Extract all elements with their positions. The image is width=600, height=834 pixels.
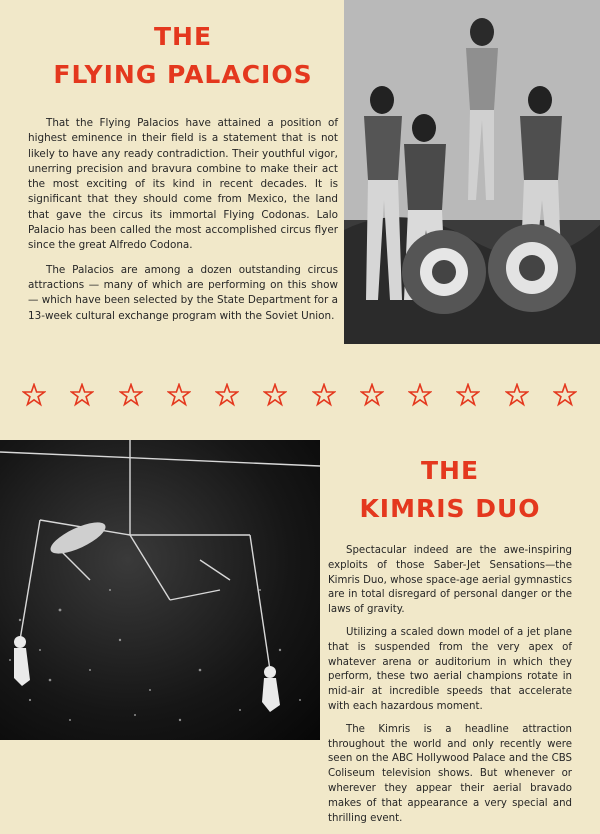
star-divider bbox=[22, 380, 577, 410]
flying-palacios-photo bbox=[344, 0, 600, 344]
kimris-photo-illustration bbox=[0, 440, 320, 740]
kimris-duo-photo bbox=[0, 440, 320, 740]
kimris-paragraph-3: The Kimris is a headline attraction throughout the world and only recently were seen on the ABC Hollywood Palace and the CBS Coliseum television shows. But whenever or wherever they appear their aerial bravado makes of that appearance a very special and thrilling event. bbox=[328, 723, 572, 824]
title-name: KIMRIS DUO bbox=[359, 494, 541, 523]
star-icon bbox=[505, 383, 529, 407]
star-icon bbox=[167, 383, 191, 407]
palacios-photo-illustration bbox=[344, 0, 600, 344]
star-icon bbox=[408, 383, 432, 407]
title-the: THE bbox=[420, 456, 480, 485]
title-the: THE bbox=[153, 22, 213, 51]
palacios-paragraph-1: That the Flying Palacios have attained a position of highest eminence in their field is a statement that is not likely to have any ready contradiction. Their youthful vigor, unerring precision and bravura combine to make their act the most exciting of its kind in recent decades. It is significant that they should come from Mexico, the land that gave the circus its immortal Flying Codonas. Lalo Palacio has been called the most accomplished circus flyer since the great Alfredo Codona. bbox=[28, 117, 338, 252]
title-name: FLYING PALACIOS bbox=[53, 60, 313, 89]
star-icon bbox=[456, 383, 480, 407]
kimris-paragraph-1: Spectacular indeed are the awe-inspiring exploits of those Saber-Jet Sensations—the Kimris Duo, whose space-age aerial gymnastics are in total disregard of personal danger or the laws of gravity. bbox=[328, 545, 572, 616]
kimris-duo-title bbox=[328, 452, 572, 528]
star-icon bbox=[312, 383, 336, 407]
palacios-paragraph-2: The Palacios are among a dozen outstanding circus attractions — many of which are performing on this show — which have been selected by the State Department for a 13-week cultural exchange program with the Soviet Union. bbox=[28, 263, 338, 322]
star-icon bbox=[70, 383, 94, 407]
star-icon bbox=[360, 383, 384, 407]
kimris-paragraph-2: Utilizing a scaled down model of a jet plane that is suspended from the very apex of whatever arena or auditorium in which they perform, these two aerial champions rotate in mid-air at incredible speeds that accelerate with each hazardous moment. bbox=[328, 626, 572, 712]
star-icon bbox=[22, 383, 46, 407]
kimris-duo-section bbox=[328, 452, 572, 834]
star-icon bbox=[119, 383, 143, 407]
flying-palacios-section bbox=[28, 18, 338, 333]
star-icon bbox=[553, 383, 577, 407]
flying-palacios-title bbox=[28, 18, 338, 94]
star-icon bbox=[263, 383, 287, 407]
star-icon bbox=[215, 383, 239, 407]
